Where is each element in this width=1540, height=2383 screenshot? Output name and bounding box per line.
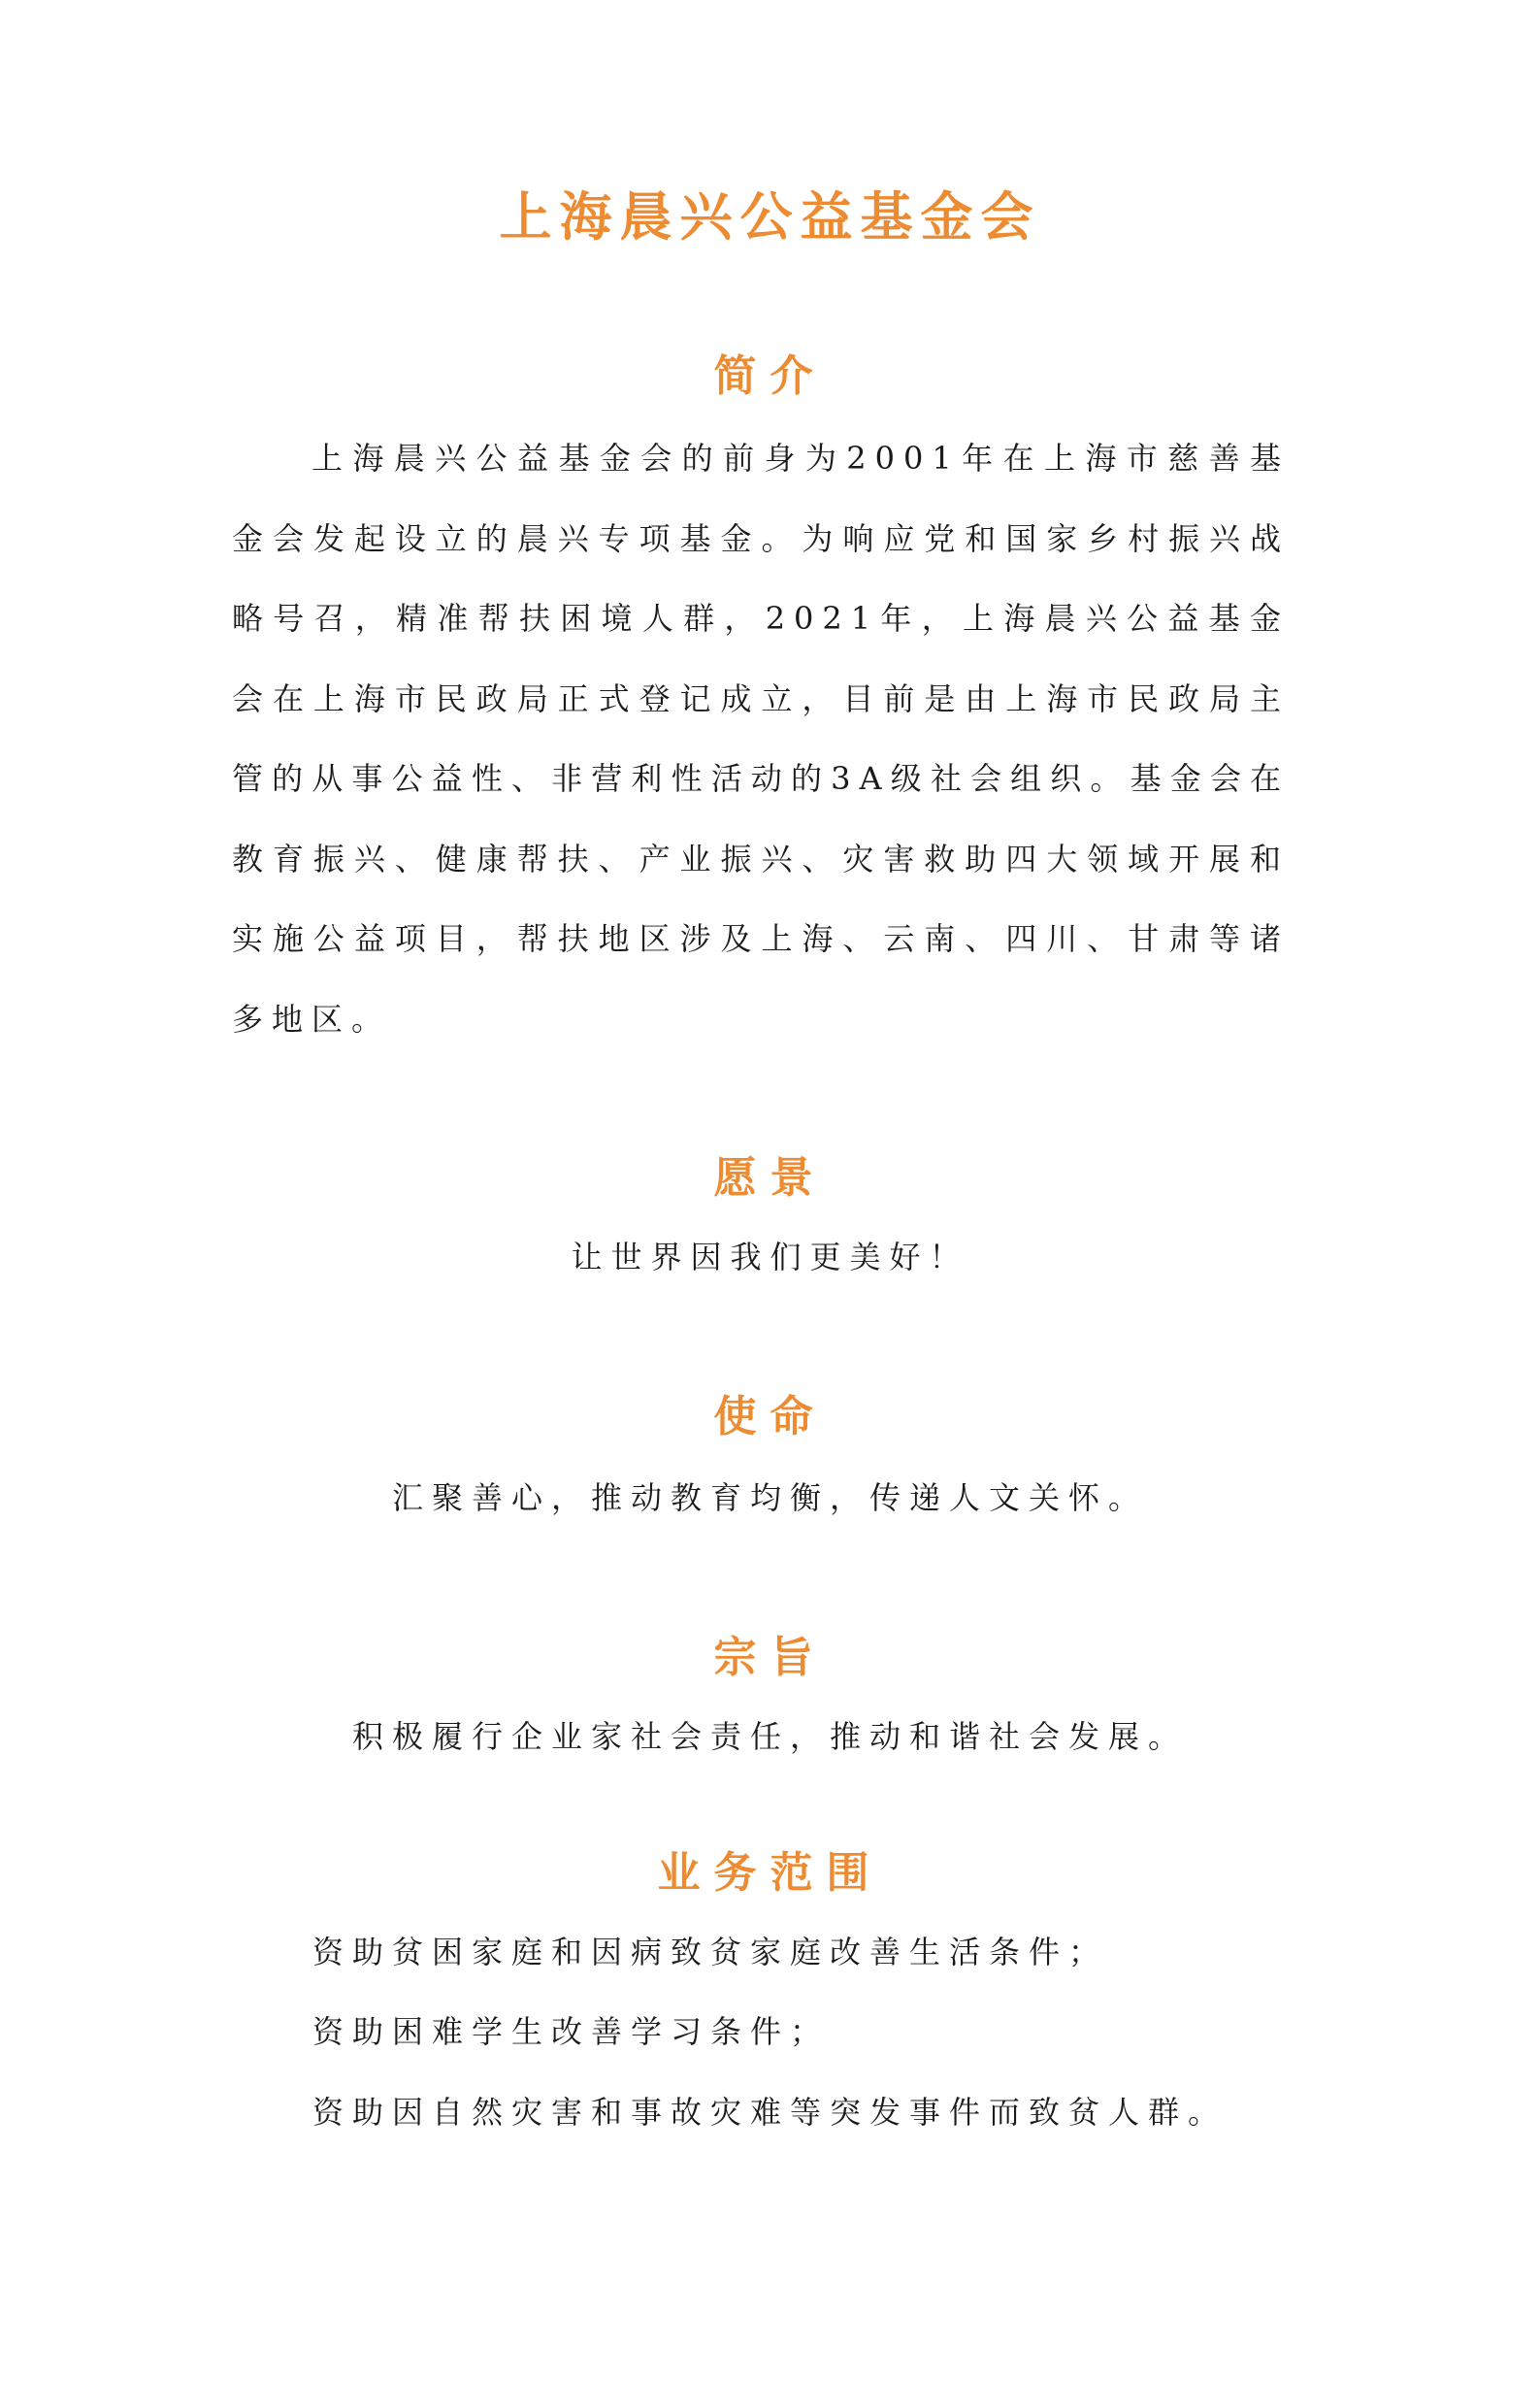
vision-heading: 愿景	[713, 1153, 827, 1203]
purpose-heading: 宗旨	[713, 1633, 827, 1682]
document-title: 上海晨兴公益基金会	[499, 185, 1041, 248]
vision-text: 让世界因我们更美好！	[571, 1239, 969, 1275]
intro-paragraph: 上海晨兴公益基金会的前身为2001年在上海市慈善基金会发起设立的晨兴专项基金。为响应党和国家乡村振兴战略号召，精准帮扶困境人群，2021年，上海晨兴公益基金会在上海市民政局正式登记成立，目前是由上海市民政局主管的从事公益性、非营利性活动的3A级社会组织。基金会在教育振兴、健康帮扶、产业振兴、灾害救助四大领域开展和实施公益项目，帮扶地区涉及上海、云南、四川、甘肃等诸多地区。	[232, 440, 1290, 1038]
scope-item: 资助困难学生改善学习条件；	[312, 2013, 831, 2050]
mission-text: 汇聚善心，推动教育均衡，传递人文关怀。	[391, 1479, 1148, 1516]
scope-heading: 业务范围	[657, 1848, 883, 1898]
scope-item: 资助贫困家庭和因病致贫家庭改善生活条件；	[312, 1934, 1109, 1970]
intro-heading: 简介	[713, 351, 827, 401]
mission-heading: 使命	[713, 1392, 827, 1441]
purpose-text: 积极履行企业家社会责任，推动和谐社会发展。	[351, 1718, 1188, 1755]
scope-item: 资助因自然灾害和事故灾难等突发事件而致贫人群。	[312, 2094, 1229, 2131]
